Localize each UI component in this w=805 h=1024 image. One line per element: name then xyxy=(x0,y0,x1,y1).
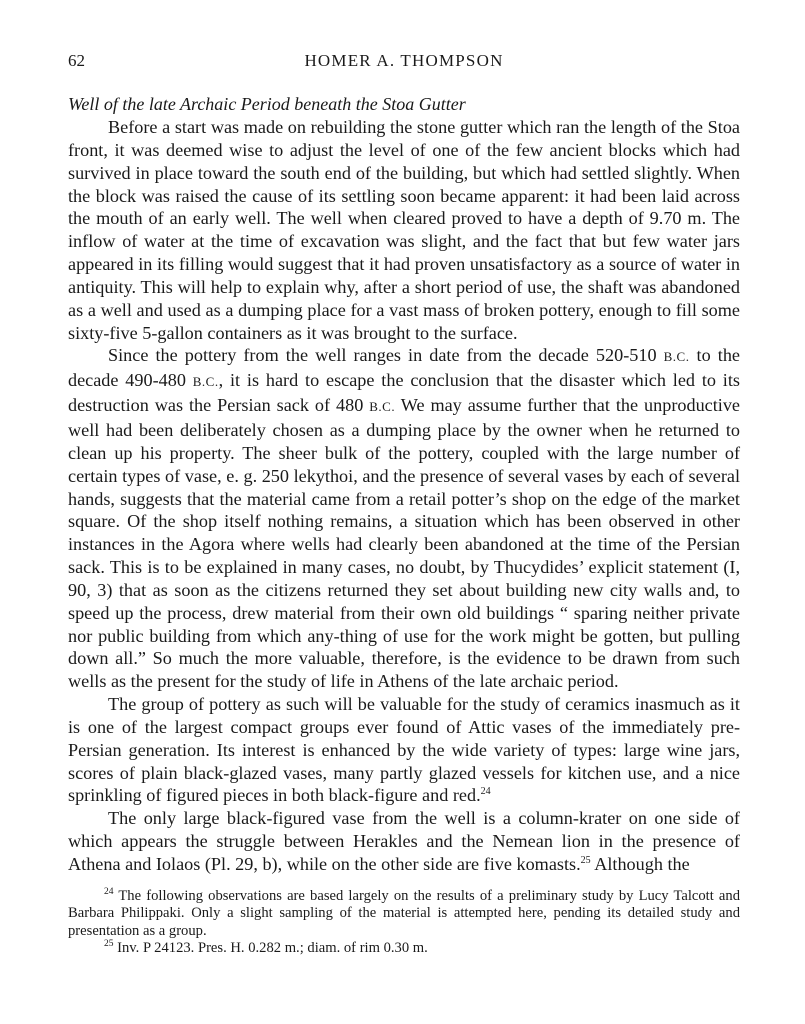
paragraph-2 xyxy=(68,344,740,693)
body-text xyxy=(68,116,740,876)
running-head xyxy=(68,50,740,72)
footnote-number: 24 xyxy=(104,886,114,897)
era-abbreviation: B.C. xyxy=(663,349,690,365)
paragraph-2-part-1: Since the pottery from the well ranges in date from the decade 520-510 xyxy=(108,345,664,366)
footnote-reference-24[interactable]: 24 xyxy=(480,786,491,798)
paragraph-1-text: Before a start was made on rebuilding the stone gutter which ran the length of the Stoa front, it was deemed wise to adjust the level of one of the few ancient blocks which had survived in place toward the south end of the building, but which had settled slightly. When the block was raised the cause of its settling soon became apparent: it had been laid across the mouth of an early well. The well when cleared proved to have a depth of 9.70 m. The inflow of water at the time of excavation was slight, and the fact that but few water jars appeared in its filling would suggest that it had proven unsatisfactory as a source of water in antiquity. This will help to explain why, after a short period of use, the shaft was abandoned as a well and used as a dumping place for a vast mass of broken pottery, enough to fill some sixty-five 5-gallon containers as it was brought to the surface. xyxy=(68,117,740,343)
paragraph-4-text: The only large black-figured vase from the well is a column-krater on one side of which appears the struggle between Herakles and the Nemean lion in the presence of Athena and Iolaos (Pl. 29, b), while on the other side are five komasts. xyxy=(68,808,740,874)
footnote-25 xyxy=(68,940,740,958)
paragraph-2-part-4: We may assume further that the unproductive well had been deliberately chosen as a dumping place by the owner when he returned to clean up his property. The sheer bulk of the pottery, coupled with the large number of certain types of vase, e. g. 250 lekythoi, and the presence of several vases by each of several hands, suggests that the material came from a retail potter’s shop on the edge of the market square. Of the shop itself nothing remains, a situation which has been observed in other instances in the Agora where wells had clearly been abandoned at the time of the Persian sack. This is to be explained in many cases, no doubt, by Thucydides’ explicit statement (I, 90, 3) that as soon as the citizens returned they set about building new city walls and, to speed up the process, drew material from their own old buildings “ sparing neither private nor public building from which any-thing of use for the work might be gotten, but pulling down all.” So much the more valuable, therefore, is the evidence to be drawn from such wells as the present for the study of life in Athens of the late archaic period. xyxy=(68,395,741,692)
page xyxy=(68,50,740,958)
page-number: 62 xyxy=(68,51,85,70)
running-title: HOMER A. THOMPSON xyxy=(304,51,504,70)
paragraph-3 xyxy=(68,693,740,807)
paragraph-2-part-2: to the decade 490-480 xyxy=(68,345,740,391)
paragraph-4-continuation: Although the xyxy=(590,854,690,874)
footnote-24 xyxy=(68,888,740,941)
era-abbreviation: B.C. xyxy=(369,399,396,415)
era-abbreviation: B.C. xyxy=(192,374,219,390)
paragraph-4 xyxy=(68,807,740,876)
footnotes xyxy=(68,888,740,958)
paragraph-3-text: The group of pottery as such will be valuable for the study of ceramics inasmuch as it is one of the largest compact groups ever found of Attic vases of the immediately pre-Persian generation. Its interest is enhanced by the wide variety of types: large wine jars, scores of plain black-glazed vases, many partly glazed vessels for kitchen use, and a nice sprinkling of figured pieces in both black-figure and red. xyxy=(68,694,740,806)
footnote-reference-25[interactable]: 25 xyxy=(580,854,591,866)
section-heading: Well of the late Archaic Period beneath the Stoa Gutter xyxy=(68,94,466,114)
paragraph-2-part-3: , it is hard to escape the conclusion that the disaster which led to its destruction was the Persian sack of 480 xyxy=(68,370,740,416)
footnote-text: The following observations are based largely on the results of a preliminary study by Lucy Talcott and Barbara Philippaki. Only a slight sampling of the material is attempted here, pending its detailed study and presentation as a group. xyxy=(68,887,740,939)
footnote-text: Inv. P 24123. Pres. H. 0.282 m.; diam. of rim 0.30 m. xyxy=(113,940,428,957)
paragraph-1 xyxy=(68,116,740,344)
footnote-number: 25 xyxy=(104,939,114,950)
